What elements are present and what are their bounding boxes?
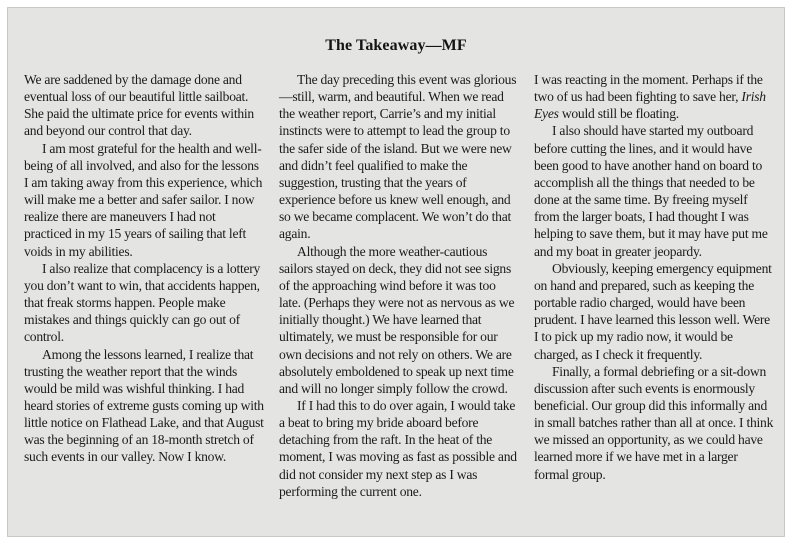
boat-name: Irish Eyes xyxy=(534,89,766,122)
article-title: The Takeaway—MF xyxy=(325,37,467,54)
text-run: I was reacting in the moment. Perhaps if the two of us had been fighting to save her, xyxy=(534,72,763,105)
paragraph-continued xyxy=(534,71,775,122)
column-1 xyxy=(24,71,265,531)
paragraph: I am most grateful for the health and well-being of all involved, and also for the lessons I am taking away from this experience, which will make me a better and safer sailor. I now realize there are maneuvers I had not practiced in my 15 years of sailing that left voids in my abilities. xyxy=(24,140,263,259)
column-2 xyxy=(279,71,520,531)
paragraph: We are saddened by the damage done and eventual loss of our beautiful little sailboat. She paid the ultimate price for events within and beyond our control that day. xyxy=(24,72,254,139)
column-3 xyxy=(534,71,775,531)
paragraph: Although the more weather-cautious sailors stayed on deck, they did not see signs of the approaching wind before it was too late. (Perhaps they were not as nervous as we initially thought.) We have learned that ultimately, we must be responsible for our own decisions and not rely on others. We are absolutely emboldened to speak up next time and will no longer simply follow the crowd. xyxy=(279,243,515,396)
article-columns xyxy=(24,71,776,531)
paragraph: Finally, a formal debriefing or a sit-down discussion after such events is enormously beneficial. Our group did this informally and in small batches rather than all at once. I think we missed an opportunity, as we could have learned more if we have met in a larger formal group. xyxy=(534,363,774,482)
paragraph: Obviously, keeping emergency equipment on hand and prepared, such as keeping the portable radio charged, would have been prudent. I have learned this lesson well. Were I to pick up my radio now, it would be charged, as I check it frequently. xyxy=(534,260,772,362)
text-run: would still be floating. xyxy=(558,106,679,122)
paragraph: If I had this to do over again, I would take a beat to bring my bride aboard before detaching from the raft. In the heat of the moment, I was moving as fast as possible and did not consider my next step as I was performing the current one. xyxy=(279,397,517,499)
paragraph: The day preceding this event was glorious—still, warm, and beautiful. When we read the weather report, Carrie’s and my initial instincts were to attempt to lead the group to the safer side of the island. But we were new and didn’t feel qualified to make the suggestion, trusting that the years of experience before us knew well enough, and so we became complacent. We won’t do that again. xyxy=(279,72,517,242)
article-panel xyxy=(7,7,785,537)
paragraph: Among the lessons learned, I realize that trusting the weather report that the winds would be mild was wishful thinking. I had heard stories of extreme gusts coming up with little notice on Flathead Lake, and that August was the beginning of an 18-month stretch of such events in our valley. Now I know. xyxy=(24,346,264,465)
paragraph: I also realize that complacency is a lottery you don’t want to win, that accidents happen, that freak storms happen. People make mistakes and things quickly can go out of control. xyxy=(24,260,261,345)
paragraph: I also should have started my outboard before cutting the lines, and it would have been good to have another hand on board to accomplish all the things that needed to be done at the same time. By freeing myself from the larger boats, I had thought I was helping to save them, but it may have put me and my boat in greater jeopardy. xyxy=(534,123,768,259)
